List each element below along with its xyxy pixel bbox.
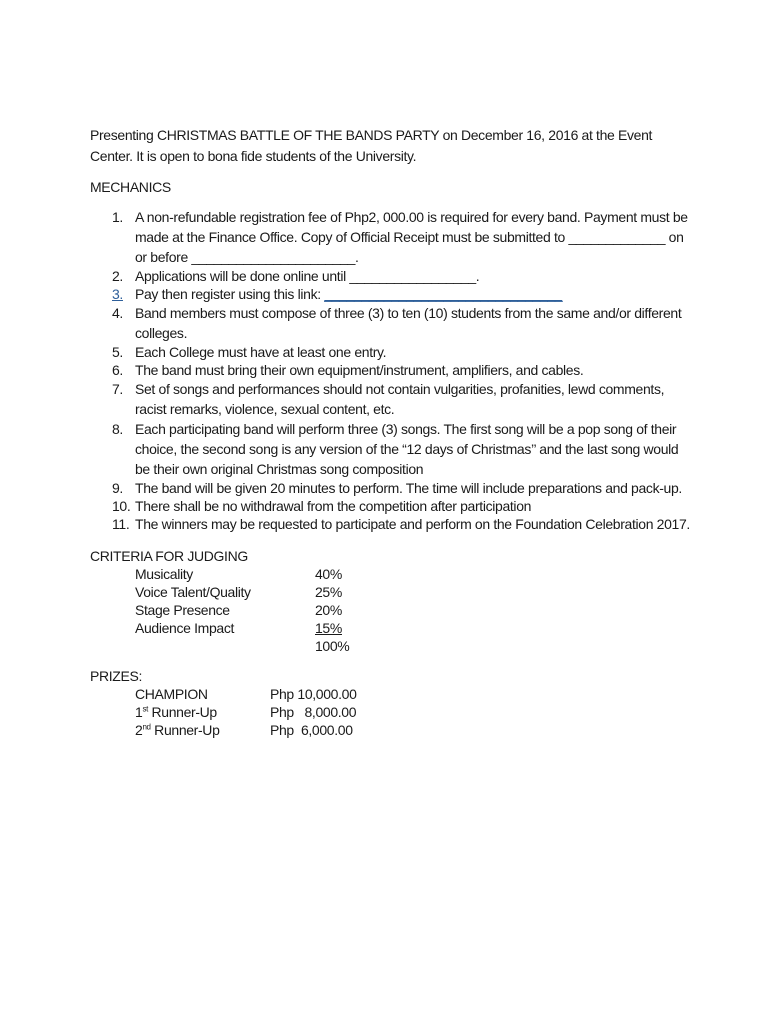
item-text: Pay then register using this link: xyxy=(135,286,325,302)
criteria-label: Audience Impact xyxy=(135,620,235,636)
item-text: Each participating band will perform three (3) songs. The first song will be a pop song of their choice, the second song is any version of the “12 days of Christmas’’ and the last song would be their own original Christmas song composition xyxy=(135,421,679,477)
list-item xyxy=(90,515,690,533)
table-row xyxy=(135,565,349,583)
item-number: 6. xyxy=(112,362,123,378)
list-item xyxy=(90,343,690,361)
table-row xyxy=(135,583,349,601)
item-number: 2. xyxy=(112,268,123,284)
prize-amount: Php 10,000.00 xyxy=(270,686,357,702)
prize-amount: Php 8,000.00 xyxy=(270,704,357,720)
item-number: 1. xyxy=(112,209,123,225)
list-item xyxy=(90,267,690,285)
list-item xyxy=(90,497,690,515)
mechanics-list xyxy=(90,207,690,533)
list-item xyxy=(90,207,690,267)
item-number: 10. xyxy=(112,498,131,514)
criteria-percent: 40% xyxy=(315,566,342,582)
item-text: There shall be no withdrawal from the competition after participation xyxy=(135,498,532,514)
item-text: The band must bring their own equipment/instrument, amplifiers, and cables. xyxy=(135,362,584,378)
item-text: Set of songs and performances should not contain vulgarities, profanities, lewd comments, racist remarks, violence, sexual content, etc. xyxy=(135,381,665,417)
item-text: The band will be given 20 minutes to perform. The time will include preparations and pack-up. xyxy=(135,480,682,496)
item-number: 4. xyxy=(112,305,123,321)
prize-amount: Php 6,000.00 xyxy=(270,722,353,738)
item-number: 7. xyxy=(112,381,123,397)
prizes-table xyxy=(135,685,357,739)
mechanics-heading: MECHANICS xyxy=(90,179,171,195)
criteria-percent: 25% xyxy=(315,584,342,600)
criteria-percent: 15% xyxy=(315,620,342,636)
table-row xyxy=(135,721,357,739)
table-row xyxy=(135,685,357,703)
prize-label: CHAMPION xyxy=(135,686,208,702)
item-number: 5. xyxy=(112,344,123,360)
document-page xyxy=(90,125,690,739)
criteria-label: Stage Presence xyxy=(135,602,230,618)
table-row xyxy=(135,703,357,721)
list-item xyxy=(90,419,690,479)
item-number: 9. xyxy=(112,480,123,496)
list-item xyxy=(90,361,690,379)
criteria-percent: 20% xyxy=(315,602,342,618)
criteria-label: Voice Talent/Quality xyxy=(135,584,251,600)
registration-link[interactable]: ________________________________ xyxy=(324,286,563,302)
criteria-heading: CRITERIA FOR JUDGING xyxy=(90,548,248,564)
criteria-total: 100% xyxy=(315,638,350,654)
intro-paragraph: Presenting CHRISTMAS BATTLE OF THE BANDS PARTY on December 16, 2016 at the Event Center. It is open to bona fide students of the University. xyxy=(90,127,653,164)
prize-label: 1st Runner-Up xyxy=(135,704,217,720)
table-row xyxy=(135,601,349,619)
item-text: Each College must have at least one entry. xyxy=(135,344,387,360)
list-item xyxy=(90,285,690,303)
item-number: 11. xyxy=(112,516,130,532)
item-text: The winners may be requested to participate and perform on the Foundation Celebration 2017. xyxy=(135,516,690,532)
item-text: Band members must compose of three (3) to ten (10) students from the same and/or different colleges. xyxy=(135,305,682,341)
table-row xyxy=(135,637,349,655)
prizes-heading: PRIZES: xyxy=(90,668,143,684)
table-row xyxy=(135,619,349,637)
item-text: A non-refundable registration fee of Php2, 000.00 is required for every band. Payment must be made at the Finance Office. Copy of Official Receipt must be submitted to _____________ on or before ______________________. xyxy=(135,209,688,265)
list-item xyxy=(90,479,690,497)
criteria-total-label xyxy=(135,637,315,655)
list-item xyxy=(90,303,690,343)
list-item xyxy=(90,379,690,419)
prize-label: 2nd Runner-Up xyxy=(135,722,220,738)
item-number: 3. xyxy=(112,286,123,302)
criteria-label: Musicality xyxy=(135,566,193,582)
item-number: 8. xyxy=(112,421,123,437)
criteria-table xyxy=(135,565,349,655)
item-text: Applications will be done online until _________________. xyxy=(135,268,480,284)
